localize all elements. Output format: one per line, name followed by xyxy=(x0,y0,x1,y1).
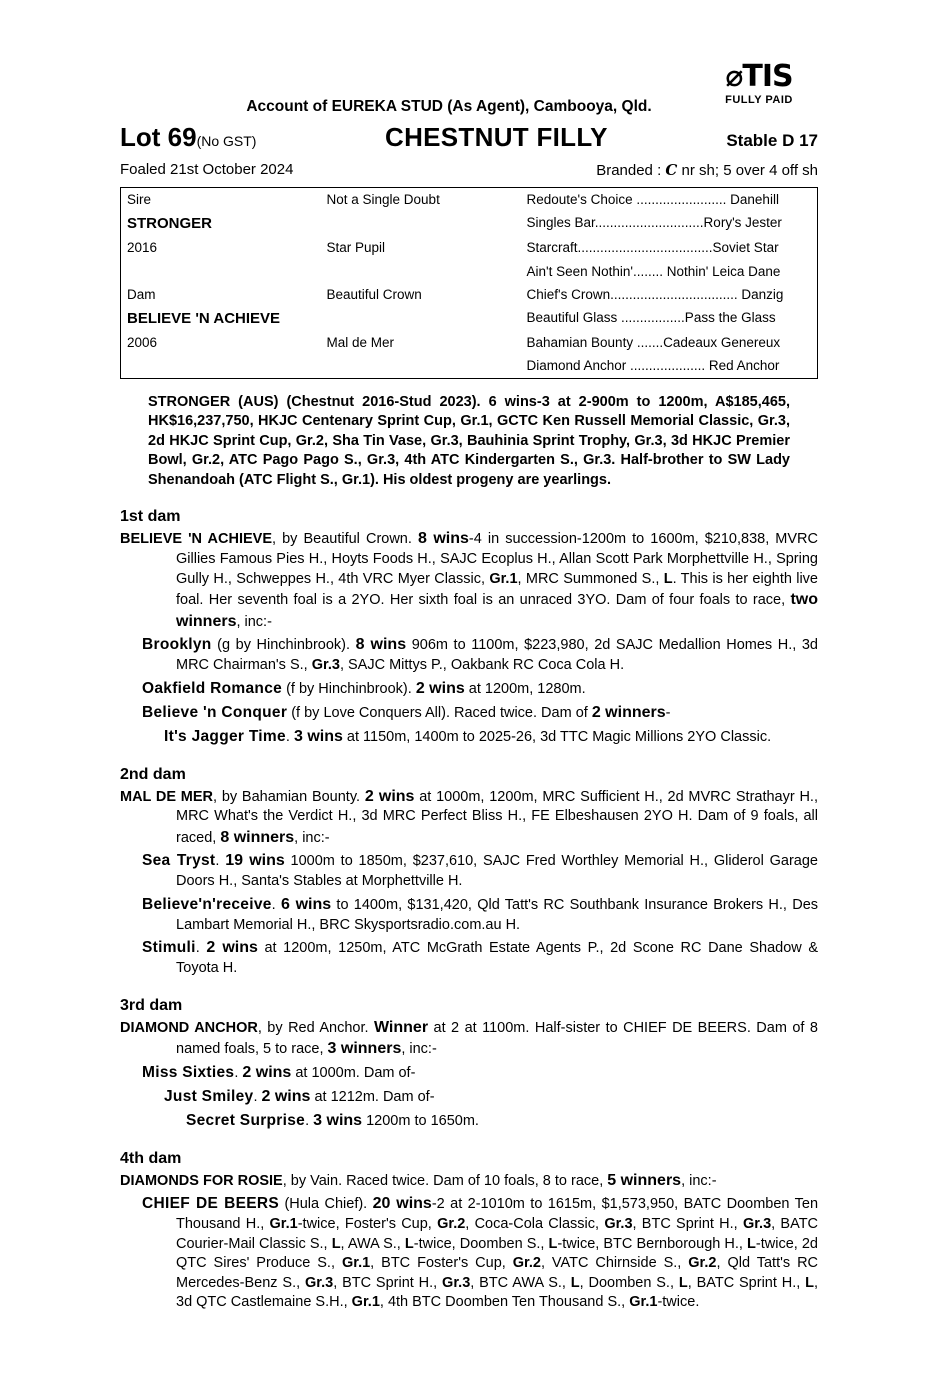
dam-main-text: DIAMONDS FOR ROSIE, by Vain. Raced twice. Dam of 10 foals, 8 to race, 5 winners, inc:- xyxy=(120,1171,717,1189)
pedigree-row xyxy=(121,354,818,378)
pedigree-cell-1: 2006 xyxy=(127,335,158,351)
branding-info xyxy=(596,161,818,179)
pedigree-table xyxy=(120,187,818,379)
pedigree-cell-3: Bahamian Bounty .......Cadeaux Genereux xyxy=(526,335,781,351)
pedigree-cell-2 xyxy=(321,211,521,236)
foaled-date: Foaled 21st October 2024 xyxy=(120,161,294,178)
pedigree-cell-2: Beautiful Crown xyxy=(326,286,422,302)
lot-number xyxy=(120,122,256,153)
pedigree-cell-1 xyxy=(121,354,321,378)
foaled-branded-row xyxy=(120,161,818,179)
dam-main-text: BELIEVE 'N ACHIEVE, by Beautiful Crown. 8 wins-4 in succession-1200m to 1600m, $210,838, MVRC Gillies Famous Pies H., Hoyts Foods H., SAJC Ecoplus H., Allan Scott Park Morphettville H., Spring Gully H., Schweppes H., 4th VRC Myer Classic, Gr.1, MRC Summoned S., L. This is her eighth live foal. Her seventh foal is a 2YO. Her sixth foal is an unraced 3YO. Dam of four foals to race, two winners, inc:- xyxy=(120,530,818,630)
lot-title-row xyxy=(120,122,818,153)
progeny-entry: Miss Sixties. 2 wins at 1000m. Dam of- xyxy=(142,1063,416,1081)
dam-heading: 1st dam xyxy=(120,508,181,526)
progeny-entry: Sea Tryst. 19 wins 1000m to 1850m, $237,610, SAJC Fred Worthley Memorial H., Gliderol Garage Doors H., Santa's Stables at Morphettville H. xyxy=(142,852,818,890)
page-title: CHESTNUT FILLY xyxy=(385,122,608,152)
branded-text: nr sh; 5 over 4 off sh xyxy=(681,162,818,179)
dam-heading: 2nd dam xyxy=(120,765,186,783)
progeny-entry: Just Smiley. 2 wins at 1212m. Dam of- xyxy=(164,1087,435,1105)
pedigree-cell-3: Diamond Anchor .................... Red Anchor xyxy=(526,358,780,374)
pedigree-cell-3: Singles Bar.............................Rory's Jester xyxy=(526,215,782,231)
pedigree-row xyxy=(121,188,818,212)
brand-glyph-icon: C xyxy=(665,161,678,179)
pedigree-row xyxy=(121,260,818,283)
sire-summary: STRONGER (AUS) (Chestnut 2016-Stud 2023). 6 wins-3 at 2-900m to 1200m, A$185,465, HK$16,237,750, HKJC Centenary Sprint Cup, Gr.1, GCTC Ken Russell Memorial Classic, Gr.3, 2d HKJC Sprint Cup, Gr.2, Sha Tin Vase, Gr.3, Bauhinia Sprint Trophy, Gr.3, 3d HKJC Premier Bowl, Gr.2, ATC Pago Pago S., Gr.3, 4th ATC Kindergarten S., Gr.3. Half-brother to SW Lady Shenandoah (ATC Flight S., Gr.1). His oldest progeny are yearlings. xyxy=(148,393,790,488)
pedigree-cell-3: Beautiful Glass .................Pass the Glass xyxy=(526,309,776,325)
dam-main-text: MAL DE MER, by Bahamian Bounty. 2 wins at 1000m, 1200m, MRC Sufficient H., 2d MVRC Strathayr H., MRC What's the Verdict H., 3d MRC Perfect Bliss H., FE Elbeshausen 2YO H. Dam of 9 foals, all raced, 8 winners, inc:- xyxy=(120,787,818,846)
dam-sections xyxy=(120,508,818,1313)
pedigree-cell-2 xyxy=(321,306,521,331)
pedigree-cell-1: Sire xyxy=(127,192,152,207)
pedigree-cell-2 xyxy=(321,354,521,378)
no-gst-note: (No GST) xyxy=(196,133,257,149)
dam-heading: 3rd dam xyxy=(120,996,183,1014)
tis-logo xyxy=(700,59,818,106)
pedigree-row xyxy=(121,283,818,306)
pedigree-cell-1 xyxy=(121,260,321,283)
pedigree-row xyxy=(121,211,818,236)
pedigree-cell-2: Mal de Mer xyxy=(326,335,395,351)
pedigree-row xyxy=(121,306,818,331)
pedigree-cell-1: BELIEVE 'N ACHIEVE xyxy=(127,309,281,327)
pedigree-row xyxy=(121,331,818,354)
pedigree-cell-1: 2016 xyxy=(127,240,158,256)
dam-main-text: DIAMOND ANCHOR, by Red Anchor. Winner at 2 at 1100m. Half-sister to CHIEF DE BEERS. Dam of 8 named foals, 5 to race, 3 winners, inc:- xyxy=(120,1018,818,1058)
pedigree-cell-2 xyxy=(321,260,521,283)
pedigree-cell-3: Starcraft....................................Soviet Star xyxy=(526,240,779,256)
pedigree-row xyxy=(121,236,818,259)
stable-label: Stable D 17 xyxy=(726,131,818,150)
tis-logo-subtitle: FULLY PAID xyxy=(725,94,793,106)
pedigree-cell-2: Star Pupil xyxy=(326,240,386,256)
pedigree-cell-3: Ain't Seen Nothin'........ Nothin' Leica Dane xyxy=(526,263,781,279)
pedigree-cell-1: Dam xyxy=(127,286,156,302)
pedigree-cell-3: Chief's Crown.................................. Danzig xyxy=(526,286,784,302)
progeny-entry: Secret Surprise. 3 wins 1200m to 1650m. xyxy=(186,1111,479,1129)
progeny-entry: CHIEF DE BEERS (Hula Chief). 20 wins-2 at 2-1010m to 1615m, $1,573,950, BATC Doomben Ten Thousand H., Gr.1-twice, Foster's Cup, Gr.2, Coca-Cola Classic, Gr.3, BTC Sprint H., Gr.3, BATC Courier-Mail Classic S., L, AWA S., L-twice, Doomben S., L-twice, BTC Bernborough H., L-twice, 2d QTC Sires' Produce S., Gr.1, BTC Foster's Cup, Gr.2, VATC Chirnside S., Gr.2, Qld Tatt's RC Mercedes-Benz S., Gr.3, BTC Sprint H., Gr.3, BTC AWA S., L, Doomben S., L, BATC Sprint H., L, 3d QTC Castlemaine S.H., Gr.1, 4th BTC Doomben Ten Thousand S., Gr.1-twice. xyxy=(142,1195,819,1311)
dam-heading: 4th dam xyxy=(120,1149,182,1167)
progeny-entry: Believe'n'receive. 6 wins to 1400m, $131,420, Qld Tatt's RC Southbank Insurance Brokers H., Des Lambart Memorial H., BRC Skysportsradio.com.au H. xyxy=(142,895,819,933)
pedigree-cell-3: Redoute's Choice ........................ Danehill xyxy=(526,192,779,207)
progeny-entry: Believe 'n Conquer (f by Love Conquers All). Raced twice. Dam of 2 winners- xyxy=(142,703,671,721)
progeny-entry: Brooklyn (g by Hinchinbrook). 8 wins 906m to 1100m, $223,980, 2d SAJC Medallion Homes H., 3d MRC Chairman's S., Gr.3, SAJC Mittys P., Oakbank RC Coca Cola H. xyxy=(142,636,818,674)
progeny-entry: Stimuli. 2 wins at 1200m, 1250m, ATC McGrath Estate Agents P., 2d Scone RC Dane Shadow & Toyota H. xyxy=(142,939,819,977)
pedigree-cell-2: Not a Single Doubt xyxy=(326,192,440,207)
progeny-entry: It's Jagger Time. 3 wins at 1150m, 1400m to 2025-26, 3d TTC Magic Millions 2YO Classic. xyxy=(164,727,772,745)
progeny-entry: Oakfield Romance (f by Hinchinbrook). 2 wins at 1200m, 1280m. xyxy=(142,679,586,697)
tis-logo-mark: ⌀TIS xyxy=(725,59,793,94)
pedigree-cell-1: STRONGER xyxy=(127,215,213,233)
lot-number-text: Lot 69 xyxy=(120,122,197,152)
branded-label: Branded : xyxy=(596,162,662,179)
account-line: Account of EUREKA STUD (As Agent), Cambooya, Qld. xyxy=(246,98,652,115)
